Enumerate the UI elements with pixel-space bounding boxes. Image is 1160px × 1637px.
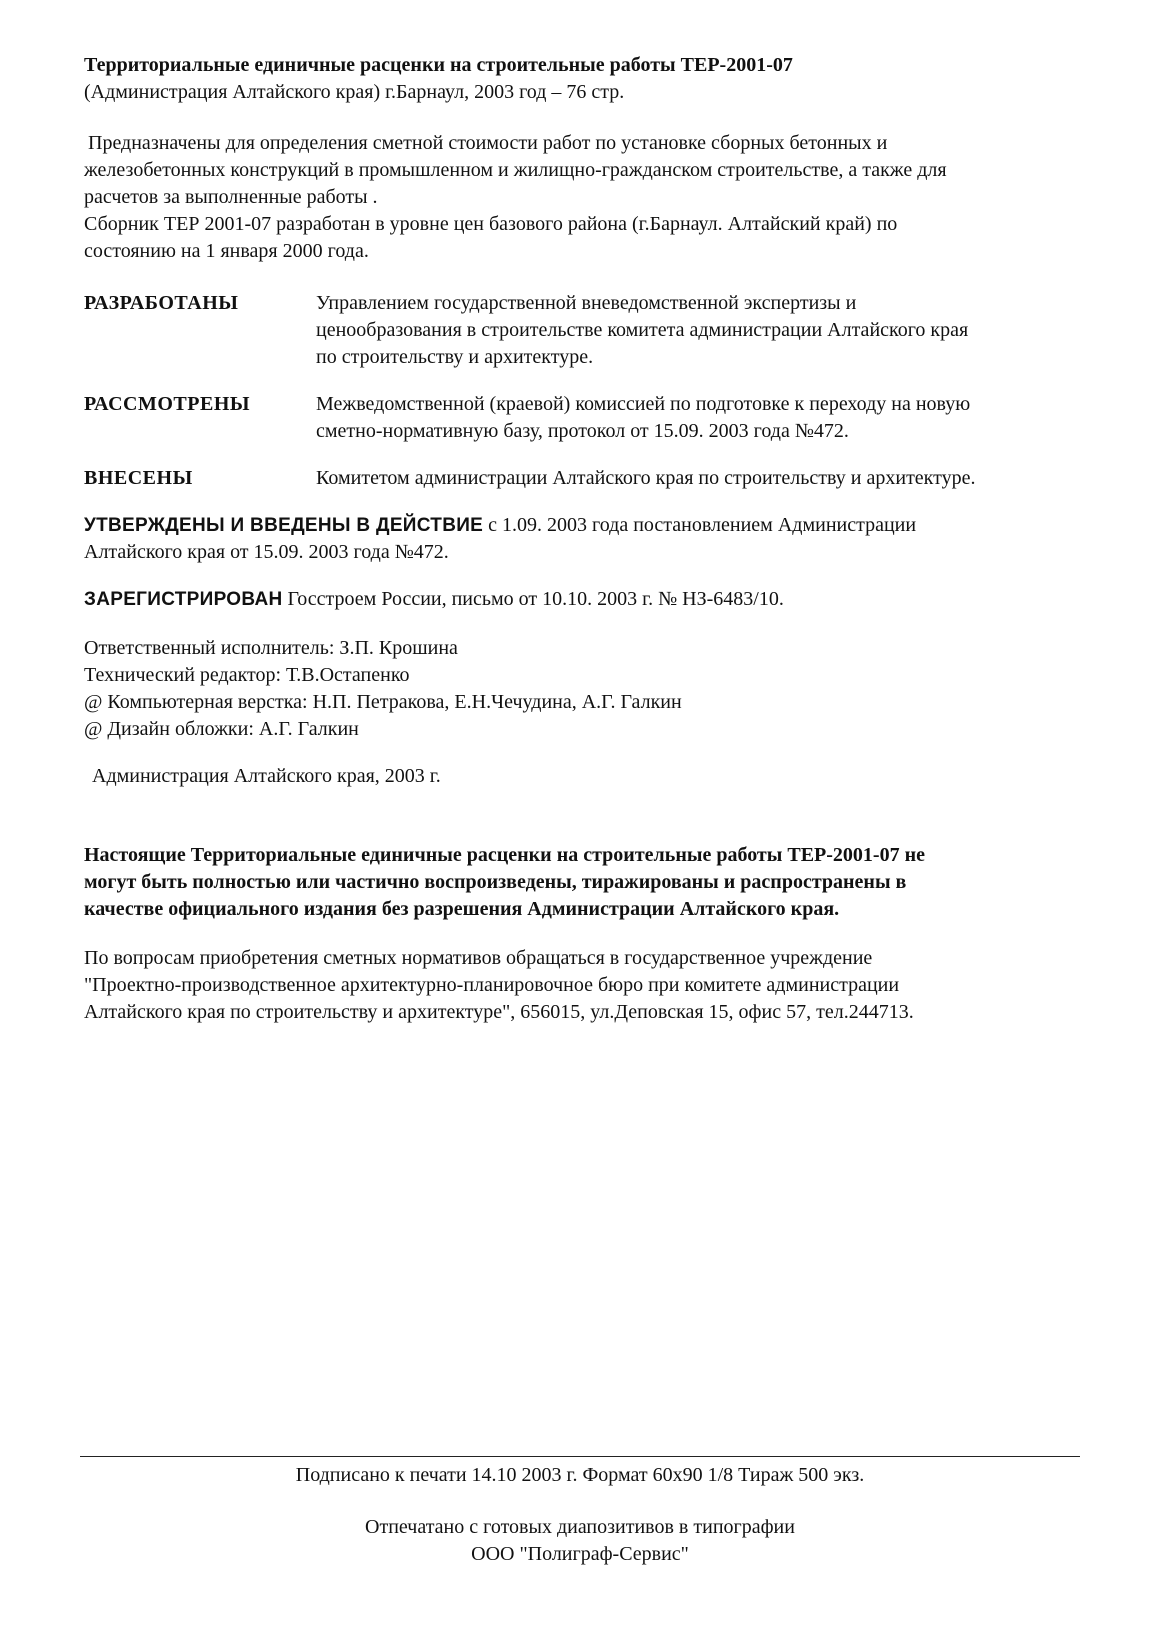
registered-paragraph — [84, 586, 1084, 613]
purpose-line: расчетов за выполненные работы . — [84, 186, 378, 208]
definition-description — [316, 290, 1084, 371]
definition-line: Комитетом администрации Алтайского края по строительству и архитектуре. — [316, 467, 976, 489]
definition-term: ВНЕСЕНЫ — [84, 467, 193, 489]
definition-line: ценообразования в строительстве комитета администрации Алтайского края — [316, 319, 969, 341]
definition-description — [316, 391, 1084, 445]
warning-paragraph — [84, 842, 1084, 923]
title-block — [84, 52, 1084, 106]
typography-line: ООО "Полиграф-Сервис" — [471, 1543, 689, 1565]
definition-line: по строительству и архитектуре. — [316, 346, 594, 368]
contacts-line: Алтайского края по строительству и архитектуре", 656015, ул.Деповская 15, офис 57, тел.244713. — [84, 1001, 914, 1023]
credit-line: Ответственный исполнитель: З.П. Крошина — [84, 637, 458, 659]
typography-line: Отпечатано с готовых диапозитивов в типографии — [365, 1516, 795, 1538]
credit-line: @ Компьютерная верстка: Н.П. Петракова, Е.Н.Чечудина, А.Г. Галкин — [84, 691, 682, 713]
credit-line: Технический редактор: Т.В.Остапенко — [84, 664, 410, 686]
definitions-list — [84, 290, 1084, 492]
contacts-paragraph — [84, 945, 1084, 1026]
definition-description — [316, 465, 1084, 492]
document-title: Территориальные единичные расценки на строительные работы ТЕР-2001-07 — [84, 54, 793, 76]
purpose-line: Сборник ТЕР 2001-07 разработан в уровне цен базового района (г.Барнаул. Алтайский край) по — [84, 213, 898, 235]
warning-line: могут быть полностью или частично воспроизведены, тиражированы и распространены в — [84, 871, 907, 893]
print-info: Подписано к печати 14.10 2003 г. Формат 60х90 1/8 Тираж 500 экз. — [295, 1464, 865, 1486]
definition-term: РАССМОТРЕНЫ — [84, 393, 251, 415]
definition-term: РАЗРАБОТАНЫ — [84, 292, 239, 314]
credit-line: @ Дизайн обложки: А.Г. Галкин — [84, 718, 359, 740]
purpose-line: Предназначены для определения сметной стоимости работ по установке сборных бетонных и — [88, 132, 888, 154]
definition-line: сметно-нормативную базу, протокол от 15.09. 2003 года №472. — [316, 420, 849, 442]
definition-reviewed — [84, 391, 1084, 445]
definition-submitted — [84, 465, 1084, 492]
approved-line: Алтайского края от 15.09. 2003 года №472. — [84, 541, 449, 563]
footer-divider — [80, 1456, 1080, 1457]
registered-text: Госстроем России, письмо от 10.10. 2003 г. № НЗ-6483/10. — [282, 588, 784, 610]
purpose-paragraph — [84, 130, 1084, 265]
purpose-line: железобетонных конструкций в промышленном и жилищно-гражданском строительстве, а также для — [84, 159, 947, 181]
definition-line: Межведомственной (краевой) комиссией по подготовке к переходу на новую — [316, 393, 971, 415]
definition-developed — [84, 290, 1084, 371]
purpose-line: состоянию на 1 января 2000 года. — [84, 240, 369, 262]
registered-line — [84, 586, 1084, 613]
contacts-line: По вопросам приобретения сметных нормативов обращаться в государственное учреждение — [84, 947, 873, 969]
approved-line — [84, 512, 1084, 539]
approved-term: УТВЕРЖДЕНЫ И ВВЕДЕНЫ В ДЕЙСТВИЕ — [84, 515, 484, 536]
definition-line: Управлением государственной вневедомственной экспертизы и — [316, 292, 857, 314]
approved-text: с 1.09. 2003 года постановлением Администрации — [483, 514, 917, 536]
warning-line: Настоящие Территориальные единичные расценки на строительные работы ТЕР-2001-07 не — [84, 844, 925, 866]
credits-block — [84, 635, 1084, 743]
contacts-line: "Проектно-производственное архитектурно-планировочное бюро при комитете администрации — [84, 974, 900, 996]
copyright-line: Администрация Алтайского края, 2003 г. — [92, 765, 441, 787]
registered-term: ЗАРЕГИСТРИРОВАН — [84, 589, 283, 610]
approved-paragraph — [84, 512, 1084, 566]
document-page — [84, 52, 1084, 1026]
document-subtitle: (Администрация Алтайского края) г.Барнаул, 2003 год – 76 стр. — [84, 81, 625, 103]
warning-line: качестве официального издания без разрешения Администрации Алтайского края. — [84, 898, 840, 920]
typography-info — [80, 1514, 1080, 1568]
